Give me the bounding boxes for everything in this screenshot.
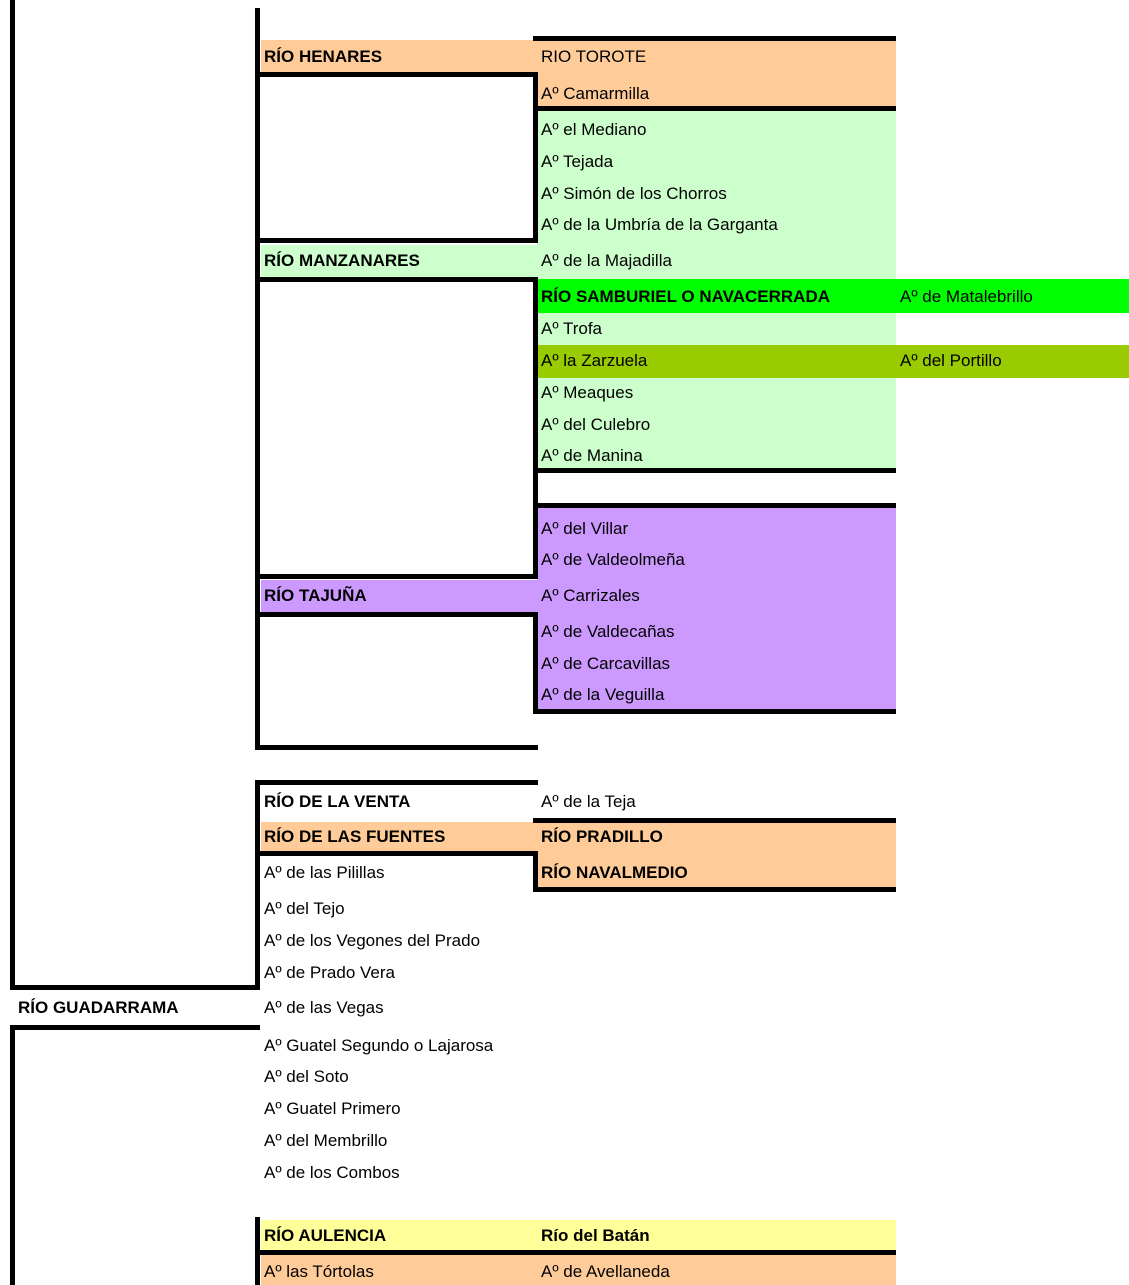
- arroyo-carrizales: Aº Carrizales: [541, 586, 640, 605]
- rio-guadarrama: RÍO GUADARRAMA: [18, 998, 179, 1017]
- tree-line: [260, 851, 538, 856]
- tree-line: [533, 106, 896, 111]
- arroyo-avellaneda: Aº de Avellaneda: [541, 1262, 670, 1281]
- arroyo-combos: Aº de los Combos: [264, 1163, 400, 1182]
- arroyo-veguilla: Aº de la Veguilla: [541, 685, 665, 704]
- rio-samburiel: RÍO SAMBURIEL O NAVACERRADA: [541, 287, 831, 306]
- arroyo-villar: Aº del Villar: [541, 519, 629, 538]
- arroyo-simon: Aº Simón de los Chorros: [541, 184, 727, 203]
- arroyo-teja: Aº de la Teja: [541, 792, 636, 811]
- arroyo-tejo: Aº del Tejo: [264, 899, 345, 918]
- tree-line: [10, 1025, 15, 1285]
- tree-line: [260, 238, 538, 243]
- arroyo-membrillo: Aº del Membrillo: [264, 1131, 388, 1150]
- arroyo-camarmilla: Aº Camarmilla: [541, 84, 650, 103]
- tree-line: [533, 72, 538, 242]
- tree-line: [260, 277, 538, 282]
- tree-line: [533, 277, 538, 577]
- tree-line: [260, 72, 538, 77]
- tree-line: [260, 1250, 896, 1255]
- tree-line: [533, 887, 896, 892]
- rio-batan: Río del Batán: [541, 1226, 650, 1245]
- tree-line: [533, 818, 896, 823]
- tree-line: [533, 612, 538, 712]
- tree-line: [255, 745, 538, 750]
- rio-navalmedio: RÍO NAVALMEDIO: [541, 863, 688, 882]
- arroyo-portillo: Aº del Portillo: [900, 351, 1002, 370]
- tree-line: [255, 780, 260, 990]
- rio-aulencia: RÍO AULENCIA: [264, 1226, 387, 1245]
- arroyo-meaques: Aº Meaques: [541, 383, 634, 402]
- arroyo-soto: Aº del Soto: [264, 1067, 349, 1086]
- arroyo-pilillas: Aº de las Pilillas: [264, 863, 385, 882]
- tree-line: [10, 1025, 260, 1030]
- tree-line: [255, 780, 538, 785]
- tree-line: [260, 612, 538, 617]
- arroyo-trofa: Aº Trofa: [541, 319, 603, 338]
- arroyo-valdecanas: Aº de Valdecañas: [541, 622, 675, 641]
- rio-fuentes: RÍO DE LAS FUENTES: [264, 827, 446, 846]
- tree-line: [10, 0, 15, 985]
- tree-line: [533, 36, 896, 41]
- arroyo-vegones: Aº de los Vegones del Prado: [264, 931, 481, 950]
- arroyo-umbria: Aº de la Umbría de la Garganta: [541, 215, 778, 234]
- arroyo-guatel-primero: Aº Guatel Primero: [264, 1099, 401, 1118]
- rio-pradillo: RÍO PRADILLO: [541, 827, 663, 846]
- arroyo-tortolas: Aº las Tórtolas: [264, 1262, 374, 1281]
- arroyo-valdeolmena: Aº de Valdeolmeña: [541, 550, 685, 569]
- tree-line: [533, 709, 896, 714]
- tree-line: [260, 574, 538, 579]
- arroyo-carcavillas: Aº de Carcavillas: [541, 654, 671, 673]
- rio-torote: RIO TOROTE: [541, 47, 647, 66]
- tree-line: [533, 503, 896, 508]
- tree-line: [533, 851, 538, 891]
- rio-tajuna: RÍO TAJUÑA: [264, 586, 367, 605]
- arroyo-prado-vera: Aº de Prado Vera: [264, 963, 395, 982]
- arroyo-tejada: Aº Tejada: [541, 152, 614, 171]
- tree-line: [255, 8, 260, 750]
- arroyo-mediano: Aº el Mediano: [541, 120, 647, 139]
- arroyo-culebro: Aº del Culebro: [541, 415, 651, 434]
- arroyo-manina: Aº de Manina: [541, 446, 643, 465]
- tree-line: [533, 468, 896, 473]
- arroyo-zarzuela: Aº la Zarzuela: [541, 351, 648, 370]
- rio-manzanares: RÍO MANZANARES: [264, 251, 420, 270]
- arroyo-vegas: Aº de las Vegas: [264, 998, 384, 1017]
- arroyo-matalebrillo: Aº de Matalebrillo: [900, 287, 1033, 306]
- arroyo-majadilla: Aº de la Majadilla: [541, 251, 672, 270]
- rio-venta: RÍO DE LA VENTA: [264, 792, 411, 811]
- tree-line: [10, 985, 260, 990]
- arroyo-guatel-segundo: Aº Guatel Segundo o Lajarosa: [264, 1036, 494, 1055]
- rio-henares: RÍO HENARES: [264, 47, 383, 66]
